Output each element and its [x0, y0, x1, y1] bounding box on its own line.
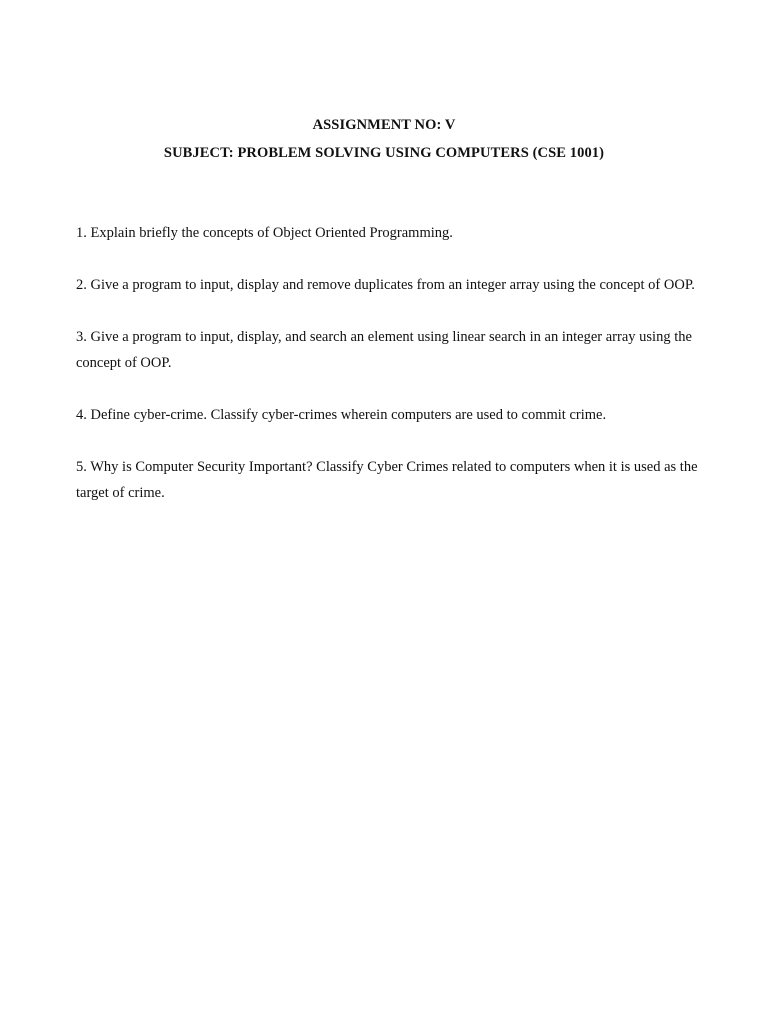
- question-4: 4. Define cyber-crime. Classify cyber-crimes wherein computers are used to commit crime.: [76, 407, 607, 423]
- question-5: 5. Why is Computer Security Important? Classify Cyber Crimes related to computers when it is used as the target of crime.: [76, 459, 698, 501]
- question-2: 2. Give a program to input, display and remove duplicates from an integer array using the concept of OOP.: [76, 277, 695, 293]
- question-3: 3. Give a program to input, display, and search an element using linear search in an integer array using the concept of OOP.: [76, 329, 692, 371]
- question-list: [76, 220, 706, 532]
- subject-heading: SUBJECT: PROBLEM SOLVING USING COMPUTERS (CSE 1001): [163, 145, 605, 161]
- question-1: 1. Explain briefly the concepts of Object Oriented Programming.: [76, 225, 453, 241]
- assignment-title: ASSIGNMENT NO: V: [312, 117, 456, 133]
